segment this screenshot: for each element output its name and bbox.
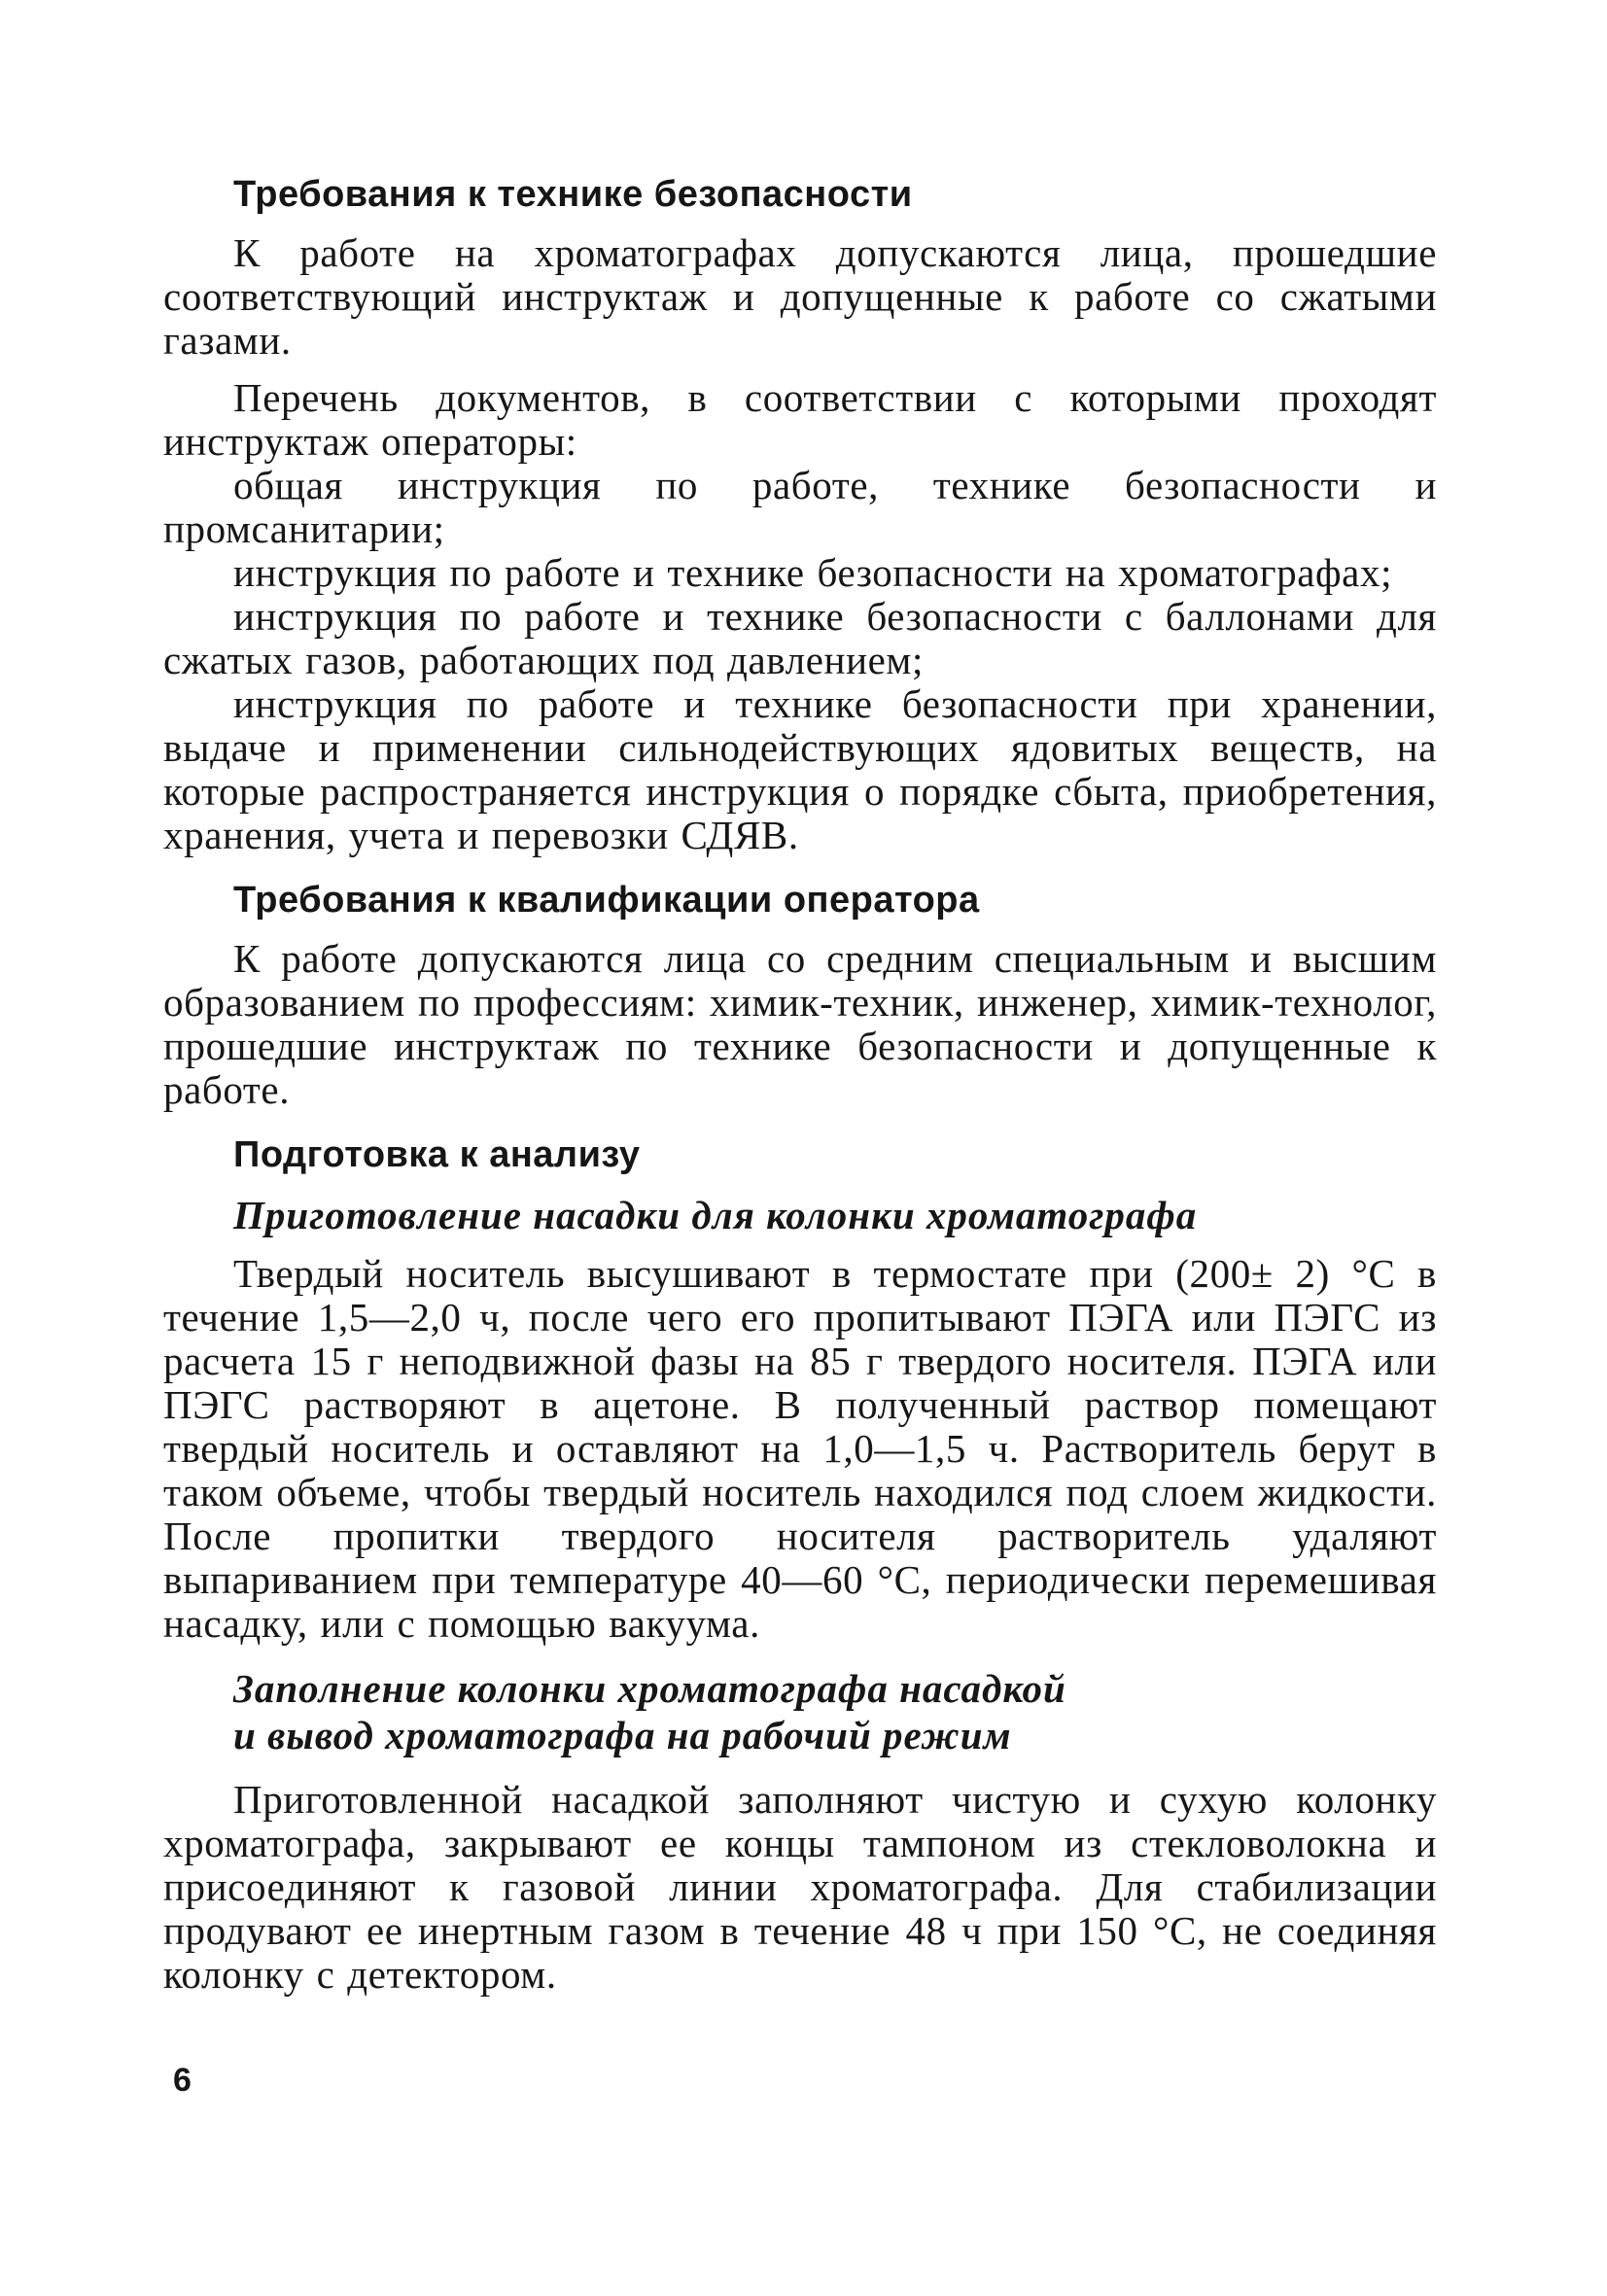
page-content (163, 163, 1437, 1997)
paragraph-packing-preparation: Твердый носитель высушивают в термостате при (200± 2) °С в течение 1,5—2,0 ч, после чего его пропитывают ПЭГА или ПЭГС из расчета 15 г неподвижной фазы на 85 г твердого носителя. ПЭГА или ПЭГС растворяют в ацетоне. В полученный раствор помещают твердый носитель и оставляют на 1,0—1,5 ч. Растворитель берут в таком объеме, чтобы твердый носитель находился под слоем жидкости. После пропитки твердого носителя растворитель удаляют выпариванием при температуре 40—60 °С, периодически перемешивая насадку, или с помощью вакуума. (163, 1251, 1437, 1646)
documents-list (163, 464, 1437, 857)
list-item: инструкция по работе и технике безопасности с баллонами для сжатых газов, работающих под давлением; (163, 594, 1437, 682)
subheading-packing-preparation: Приготовление насадки для колонки хроматографа (233, 1193, 1198, 1237)
list-item: инструкция по работе и технике безопасности при хранении, выдаче и применении сильнодействующих ядовитых веществ, на которые распространяется инструкция о порядке сбыта, приобретения, хранения, учета и перевозки СДЯВ. (163, 681, 1437, 857)
subheading-column-filling: Заполнение колонки хроматографа насадкой и вывод хроматографа на рабочий режим (233, 1666, 1066, 1757)
list-item: общая инструкция по работе, технике безопасности и промсанитарии; (163, 463, 1437, 551)
paragraph-documents-intro: Перечень документов, в соответствии с которыми проходят инструктаж операторы: (163, 375, 1437, 464)
section-heading-preparation: Подготовка к анализу (233, 1134, 641, 1175)
section-heading-safety: Требования к технике безопасности (233, 174, 913, 215)
paragraph-admission: К работе на хроматографах допускаются лица, прошедшие соответствующий инструктаж и допущенные к работе со сжатыми газами. (163, 230, 1437, 363)
section-heading-qualification: Требования к квалификации оператора (233, 880, 980, 921)
page-number: 6 (173, 2062, 192, 2099)
list-item: инструкция по работе и технике безопасности на хроматографах; (233, 550, 1393, 595)
paragraph-qualification: К работе допускаются лица со средним специальным и высшим образованием по профессиям: химик-техник, инженер, химик-технолог, прошедшие инструктаж по технике безопасности и допущенные к работе. (163, 936, 1437, 1112)
paragraph-column-filling: Приготовленной насадкой заполняют чистую и сухую колонку хроматографа, закрывают ее концы тампоном из стекловолокна и присоединяют к газовой линии хроматографа. Для стабилизации продувают ее инертным газом в течение 48 ч при 150 °С, не соединяя колонку с детектором. (163, 1777, 1437, 1997)
